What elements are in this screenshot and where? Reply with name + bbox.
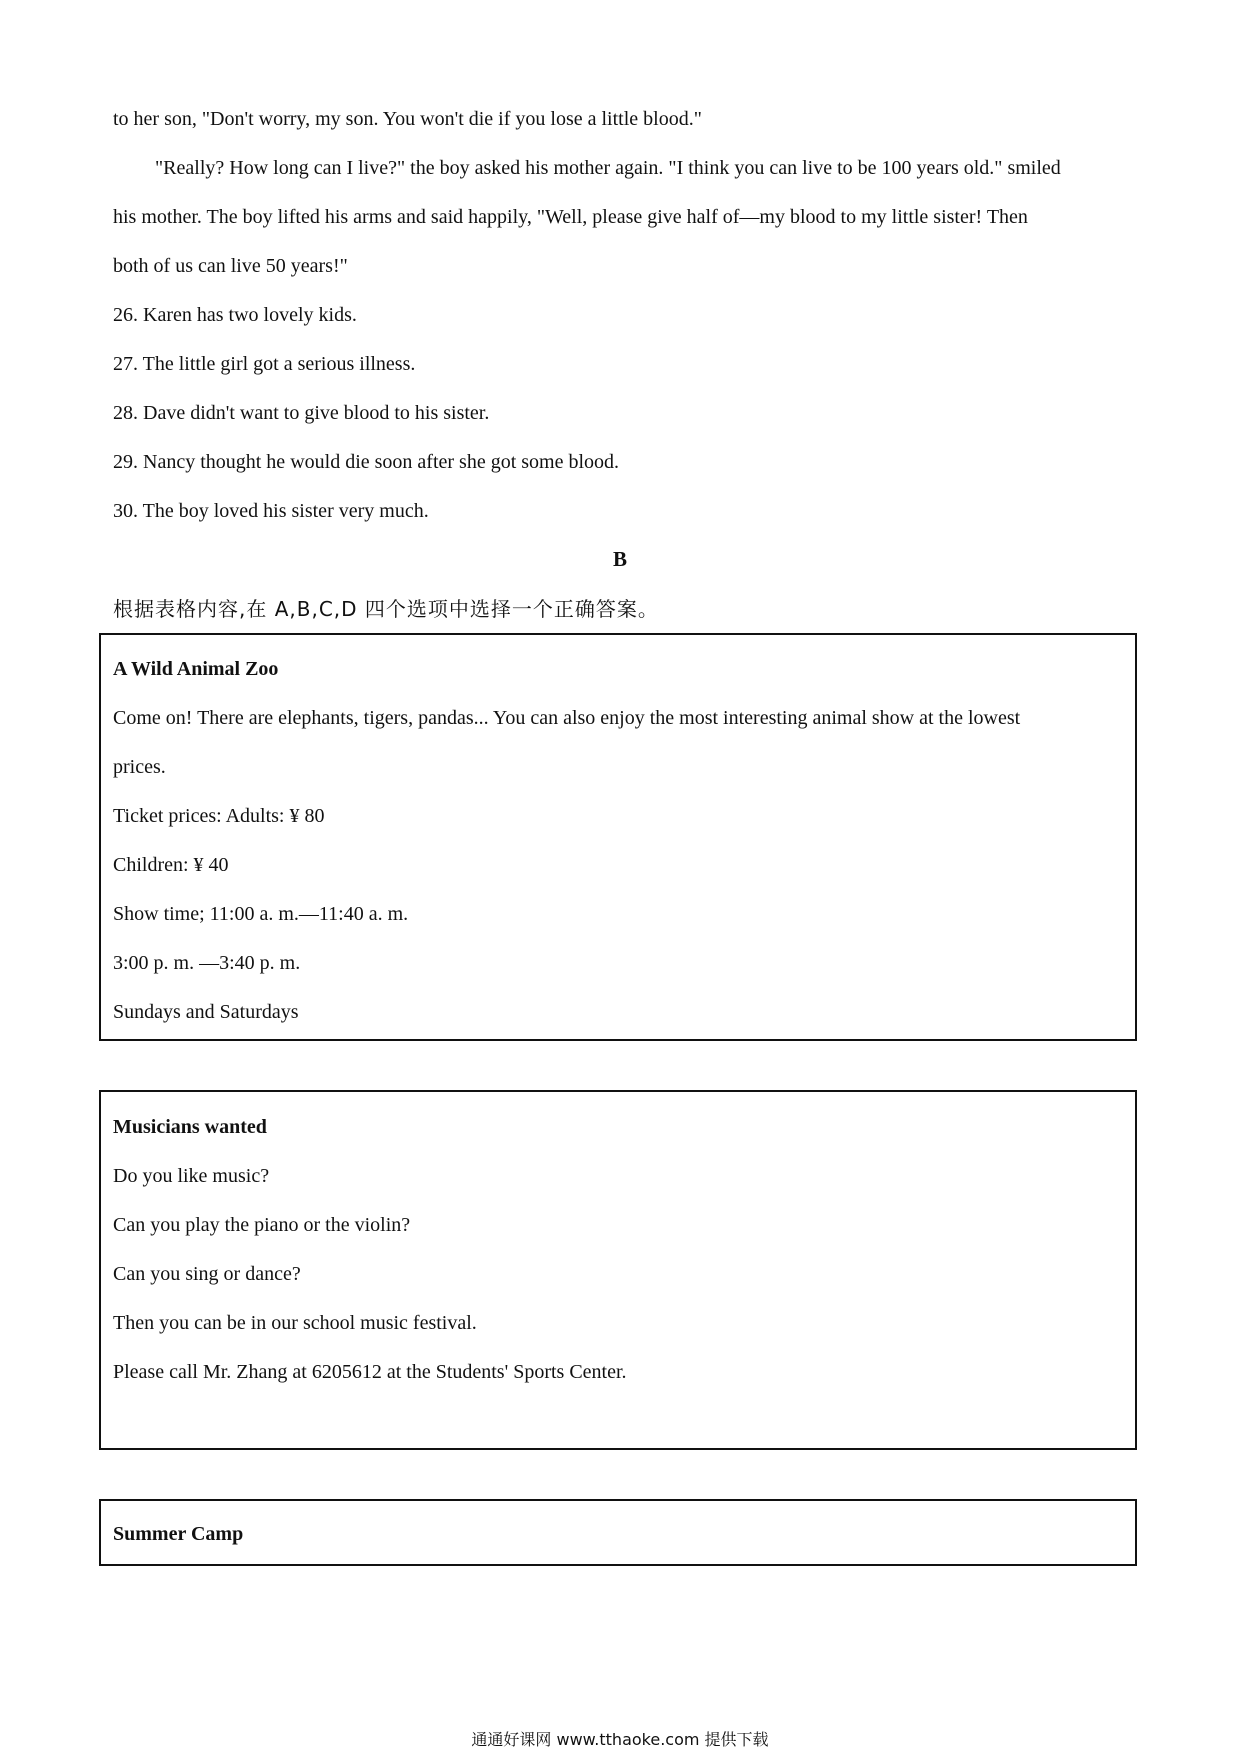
zoo-line: 3:00 p. m. —3:40 p. m. bbox=[113, 952, 301, 974]
zoo-line: Show time; 11:00 a. m.—11:40 a. m. bbox=[113, 903, 409, 925]
music-title: Musicians wanted bbox=[113, 1116, 267, 1138]
story-line: "Really? How long can I live?" the boy asked his mother again. "I think you can live to be 100 years old." smiled bbox=[155, 157, 1061, 179]
music-box bbox=[99, 1090, 1137, 1450]
zoo-line: Ticket prices: Adults: ¥ 80 bbox=[113, 805, 325, 827]
zoo-line: prices. bbox=[113, 756, 166, 778]
question-27: 27. The little girl got a serious illness. bbox=[113, 353, 416, 375]
section-instruction: 根据表格内容,在 A,B,C,D 四个选项中选择一个正确答案。 bbox=[113, 597, 659, 621]
zoo-line: Sundays and Saturdays bbox=[113, 1001, 299, 1023]
zoo-line: Children: ¥ 40 bbox=[113, 854, 229, 876]
zoo-box bbox=[99, 633, 1137, 1041]
story-line: to her son, "Don't worry, my son. You won't die if you lose a little blood." bbox=[113, 108, 702, 130]
story-line: his mother. The boy lifted his arms and said happily, "Well, please give half of—my blood to my little sister! Then bbox=[113, 206, 1028, 228]
camp-box bbox=[99, 1499, 1137, 1566]
question-28: 28. Dave didn't want to give blood to his sister. bbox=[113, 402, 490, 424]
question-30: 30. The boy loved his sister very much. bbox=[113, 500, 429, 522]
question-26: 26. Karen has two lovely kids. bbox=[113, 304, 357, 326]
music-line: Can you play the piano or the violin? bbox=[113, 1214, 411, 1236]
story-line: both of us can live 50 years!" bbox=[113, 255, 348, 277]
footer-credit: 通通好课网 www.tthaoke.com 提供下载 bbox=[471, 1730, 769, 1749]
music-line: Do you like music? bbox=[113, 1165, 270, 1187]
question-29: 29. Nancy thought he would die soon after she got some blood. bbox=[113, 451, 620, 473]
music-line: Then you can be in our school music festival. bbox=[113, 1312, 477, 1334]
zoo-line: Come on! There are elephants, tigers, pandas... You can also enjoy the most interesting animal show at the lowest bbox=[113, 707, 1021, 729]
camp-title: Summer Camp bbox=[113, 1523, 244, 1545]
music-line: Please call Mr. Zhang at 6205612 at the Students' Sports Center. bbox=[113, 1361, 627, 1383]
zoo-title: A Wild Animal Zoo bbox=[113, 658, 279, 680]
music-line: Can you sing or dance? bbox=[113, 1263, 301, 1285]
section-heading: B bbox=[612, 547, 627, 571]
